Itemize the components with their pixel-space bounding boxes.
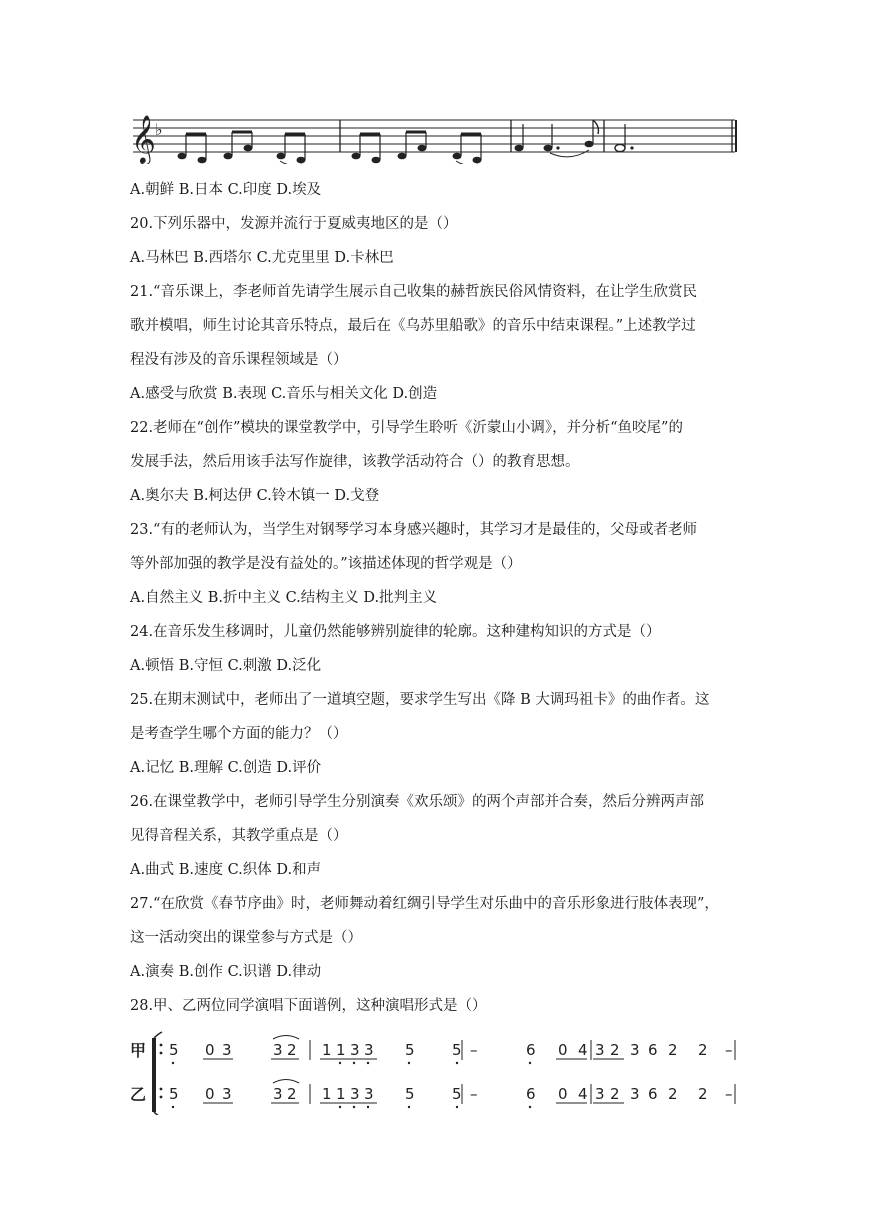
- jianpu-note: 6: [648, 1041, 658, 1059]
- jianpu-note: 2: [698, 1085, 708, 1103]
- octave-dot: [353, 1062, 355, 1064]
- question-26-line-1: 26.在课堂教学中，老师引导学生分别演奏《欢乐颂》的两个声部并合奏，然后分辨两声部: [130, 794, 705, 810]
- tie: [273, 1036, 299, 1040]
- jianpu-note: 2: [668, 1085, 678, 1103]
- jianpu-note: 3: [273, 1085, 283, 1103]
- question-20: 20.下列乐器中，发源并流行于夏威夷地区的是（）: [130, 216, 458, 232]
- voice-row-2: [160, 1080, 735, 1109]
- jianpu-note: 4: [578, 1041, 588, 1059]
- octave-dot: [172, 1106, 174, 1108]
- jianpu-note: 3: [222, 1041, 232, 1059]
- jianpu-note: 2: [287, 1041, 297, 1059]
- jianpu-note: 1: [336, 1085, 346, 1103]
- jianpu-note: 4: [578, 1085, 588, 1103]
- octave-dot: [456, 1106, 458, 1108]
- repeat-dot: [160, 1044, 163, 1047]
- question-27-line-1: 27.“在欣赏《春节序曲》时，老师舞动着红绸引导学生对乐曲中的音乐形象进行肢体表现”，: [130, 896, 719, 912]
- octave-dot: [529, 1106, 531, 1108]
- octave-dot: [529, 1062, 531, 1064]
- question-21-line-2: 歌并模唱，师生讨论其音乐特点，最后在《乌苏里船歌》的音乐中结束课程。”上述教学过: [130, 318, 696, 334]
- jianpu-note: 3: [630, 1041, 640, 1059]
- answer-options-19: A.朝鲜 B.日本 C.印度 D.埃及: [130, 182, 322, 198]
- jianpu-note: 1: [322, 1041, 332, 1059]
- octave-dot: [172, 1062, 174, 1064]
- jianpu-note: 2: [698, 1041, 708, 1059]
- jianpu-note: 2: [287, 1085, 297, 1103]
- jianpu-note: –: [725, 1041, 733, 1059]
- question-28: 28.甲、乙两位同学演唱下面谱例，这种演唱形式是（）: [130, 998, 487, 1014]
- jianpu-note: 3: [364, 1085, 374, 1103]
- question-25-line-2: 是考查学生哪个方面的能力？（）: [130, 726, 348, 742]
- question-22-line-1: 22.老师在“创作”模块的课堂教学中，引导学生聆听《沂蒙山小调》，并分析“鱼咬尾”的: [130, 420, 683, 436]
- jianpu-note: 1: [336, 1041, 346, 1059]
- tie: [273, 1080, 299, 1084]
- jianpu-note: 3: [350, 1085, 360, 1103]
- jianpu-note: 5: [405, 1085, 415, 1103]
- octave-dot: [367, 1062, 369, 1064]
- repeat-dot: [160, 1096, 163, 1099]
- voice-label-jia: 甲: [130, 1041, 147, 1060]
- octave-dot: [339, 1062, 341, 1064]
- treble-clef-icon: 𝄞: [131, 114, 156, 163]
- question-21-line-1: 21.“音乐课上，李老师首先请学生展示自己收集的赫哲族民俗风情资料，在让学生欣赏民: [130, 284, 697, 300]
- jianpu-note: 0: [205, 1041, 215, 1059]
- jianpu-note: 5: [452, 1041, 462, 1059]
- jianpu-note: 0: [558, 1085, 568, 1103]
- question-25-line-1: 25.在期末测试中，老师出了一道填空题，要求学生写出《降 B 大调玛祖卡》的曲作者。这: [130, 692, 710, 708]
- answer-options-20: A.马林巴 B.西塔尔 C.尤克里里 D.卡林巴: [130, 250, 394, 266]
- repeat-dot: [160, 1088, 163, 1091]
- answer-options-21: A.感受与欣赏 B.表现 C.音乐与相关文化 D.创造: [130, 386, 438, 402]
- jianpu-note: –: [470, 1041, 478, 1059]
- beams: [186, 132, 481, 134]
- staff-lines: [133, 120, 735, 152]
- jianpu-note: 5: [169, 1041, 179, 1059]
- answer-options-25: A.记忆 B.理解 C.创造 D.评价: [130, 760, 322, 776]
- jianpu-note: –: [470, 1085, 478, 1103]
- answer-options-22: A.奥尔夫 B.柯达伊 C.铃木镇一 D.戈登: [130, 488, 380, 504]
- jianpu-note: 6: [526, 1041, 536, 1059]
- jianpu-note: 0: [205, 1085, 215, 1103]
- question-23-line-2: 等外部加强的教学是没有益处的。”该描述体现的哲学观是（）: [130, 556, 522, 572]
- jianpu-note: 6: [526, 1085, 536, 1103]
- jianpu-note: 3: [595, 1085, 605, 1103]
- question-23-line-1: 23.“有的老师认为，当学生对钢琴学习本身感兴趣时，其学习才是最佳的，父母或者老师: [130, 522, 697, 538]
- answer-options-26: A.曲式 B.速度 C.织体 D.和声: [130, 862, 322, 878]
- jianpu-note: 3: [350, 1041, 360, 1059]
- question-27-line-2: 这一活动突出的课堂参与方式是（）: [130, 930, 362, 946]
- answer-options-27: A.演奏 B.创作 C.识谱 D.律动: [130, 964, 322, 980]
- jianpu-note: 0: [558, 1041, 568, 1059]
- jianpu-score: [125, 1030, 745, 1115]
- staff-notation: [130, 112, 740, 164]
- jianpu-note: 3: [222, 1085, 232, 1103]
- jianpu-note: 5: [169, 1085, 179, 1103]
- jianpu-note: 2: [610, 1085, 620, 1103]
- jianpu-note: –: [725, 1085, 733, 1103]
- jianpu-note: 3: [630, 1085, 640, 1103]
- note-stems: [186, 120, 625, 160]
- jianpu-note: 5: [452, 1085, 462, 1103]
- question-22-line-2: 发展手法，然后用该手法写作旋律，该教学活动符合（）的教育思想。: [130, 454, 580, 470]
- question-21-line-3: 程没有涉及的音乐课程领域是（）: [130, 352, 348, 368]
- jianpu-note: 3: [595, 1041, 605, 1059]
- jianpu-note: 2: [610, 1041, 620, 1059]
- eighth-flag: [593, 120, 598, 134]
- repeat-dot: [160, 1052, 163, 1055]
- octave-dot: [339, 1106, 341, 1108]
- jianpu-note: 1: [322, 1085, 332, 1103]
- jianpu-note: 3: [273, 1041, 283, 1059]
- jianpu-note: 3: [364, 1041, 374, 1059]
- octave-dot: [408, 1062, 410, 1064]
- octave-dot: [367, 1106, 369, 1108]
- flat-sign-icon: ♭: [155, 120, 163, 139]
- question-24: 24.在音乐发生移调时，儿童仍然能够辨别旋律的轮廓。这种建构知识的方式是（）: [130, 624, 661, 640]
- octave-dot: [408, 1106, 410, 1108]
- octave-dot: [353, 1106, 355, 1108]
- voice-row-1: [160, 1036, 735, 1065]
- octave-dot: [456, 1062, 458, 1064]
- dots: [556, 146, 633, 149]
- answer-options-24: A.顿悟 B.守恒 C.刺激 D.泛化: [130, 658, 322, 674]
- question-26-line-2: 见得音程关系，其教学重点是（）: [130, 828, 348, 844]
- answer-options-23: A.自然主义 B.折中主义 C.结构主义 D.批判主义: [130, 590, 438, 606]
- jianpu-note: 5: [405, 1041, 415, 1059]
- jianpu-note: 6: [648, 1085, 658, 1103]
- jianpu-note: 2: [668, 1041, 678, 1059]
- voice-label-yi: 乙: [130, 1085, 147, 1104]
